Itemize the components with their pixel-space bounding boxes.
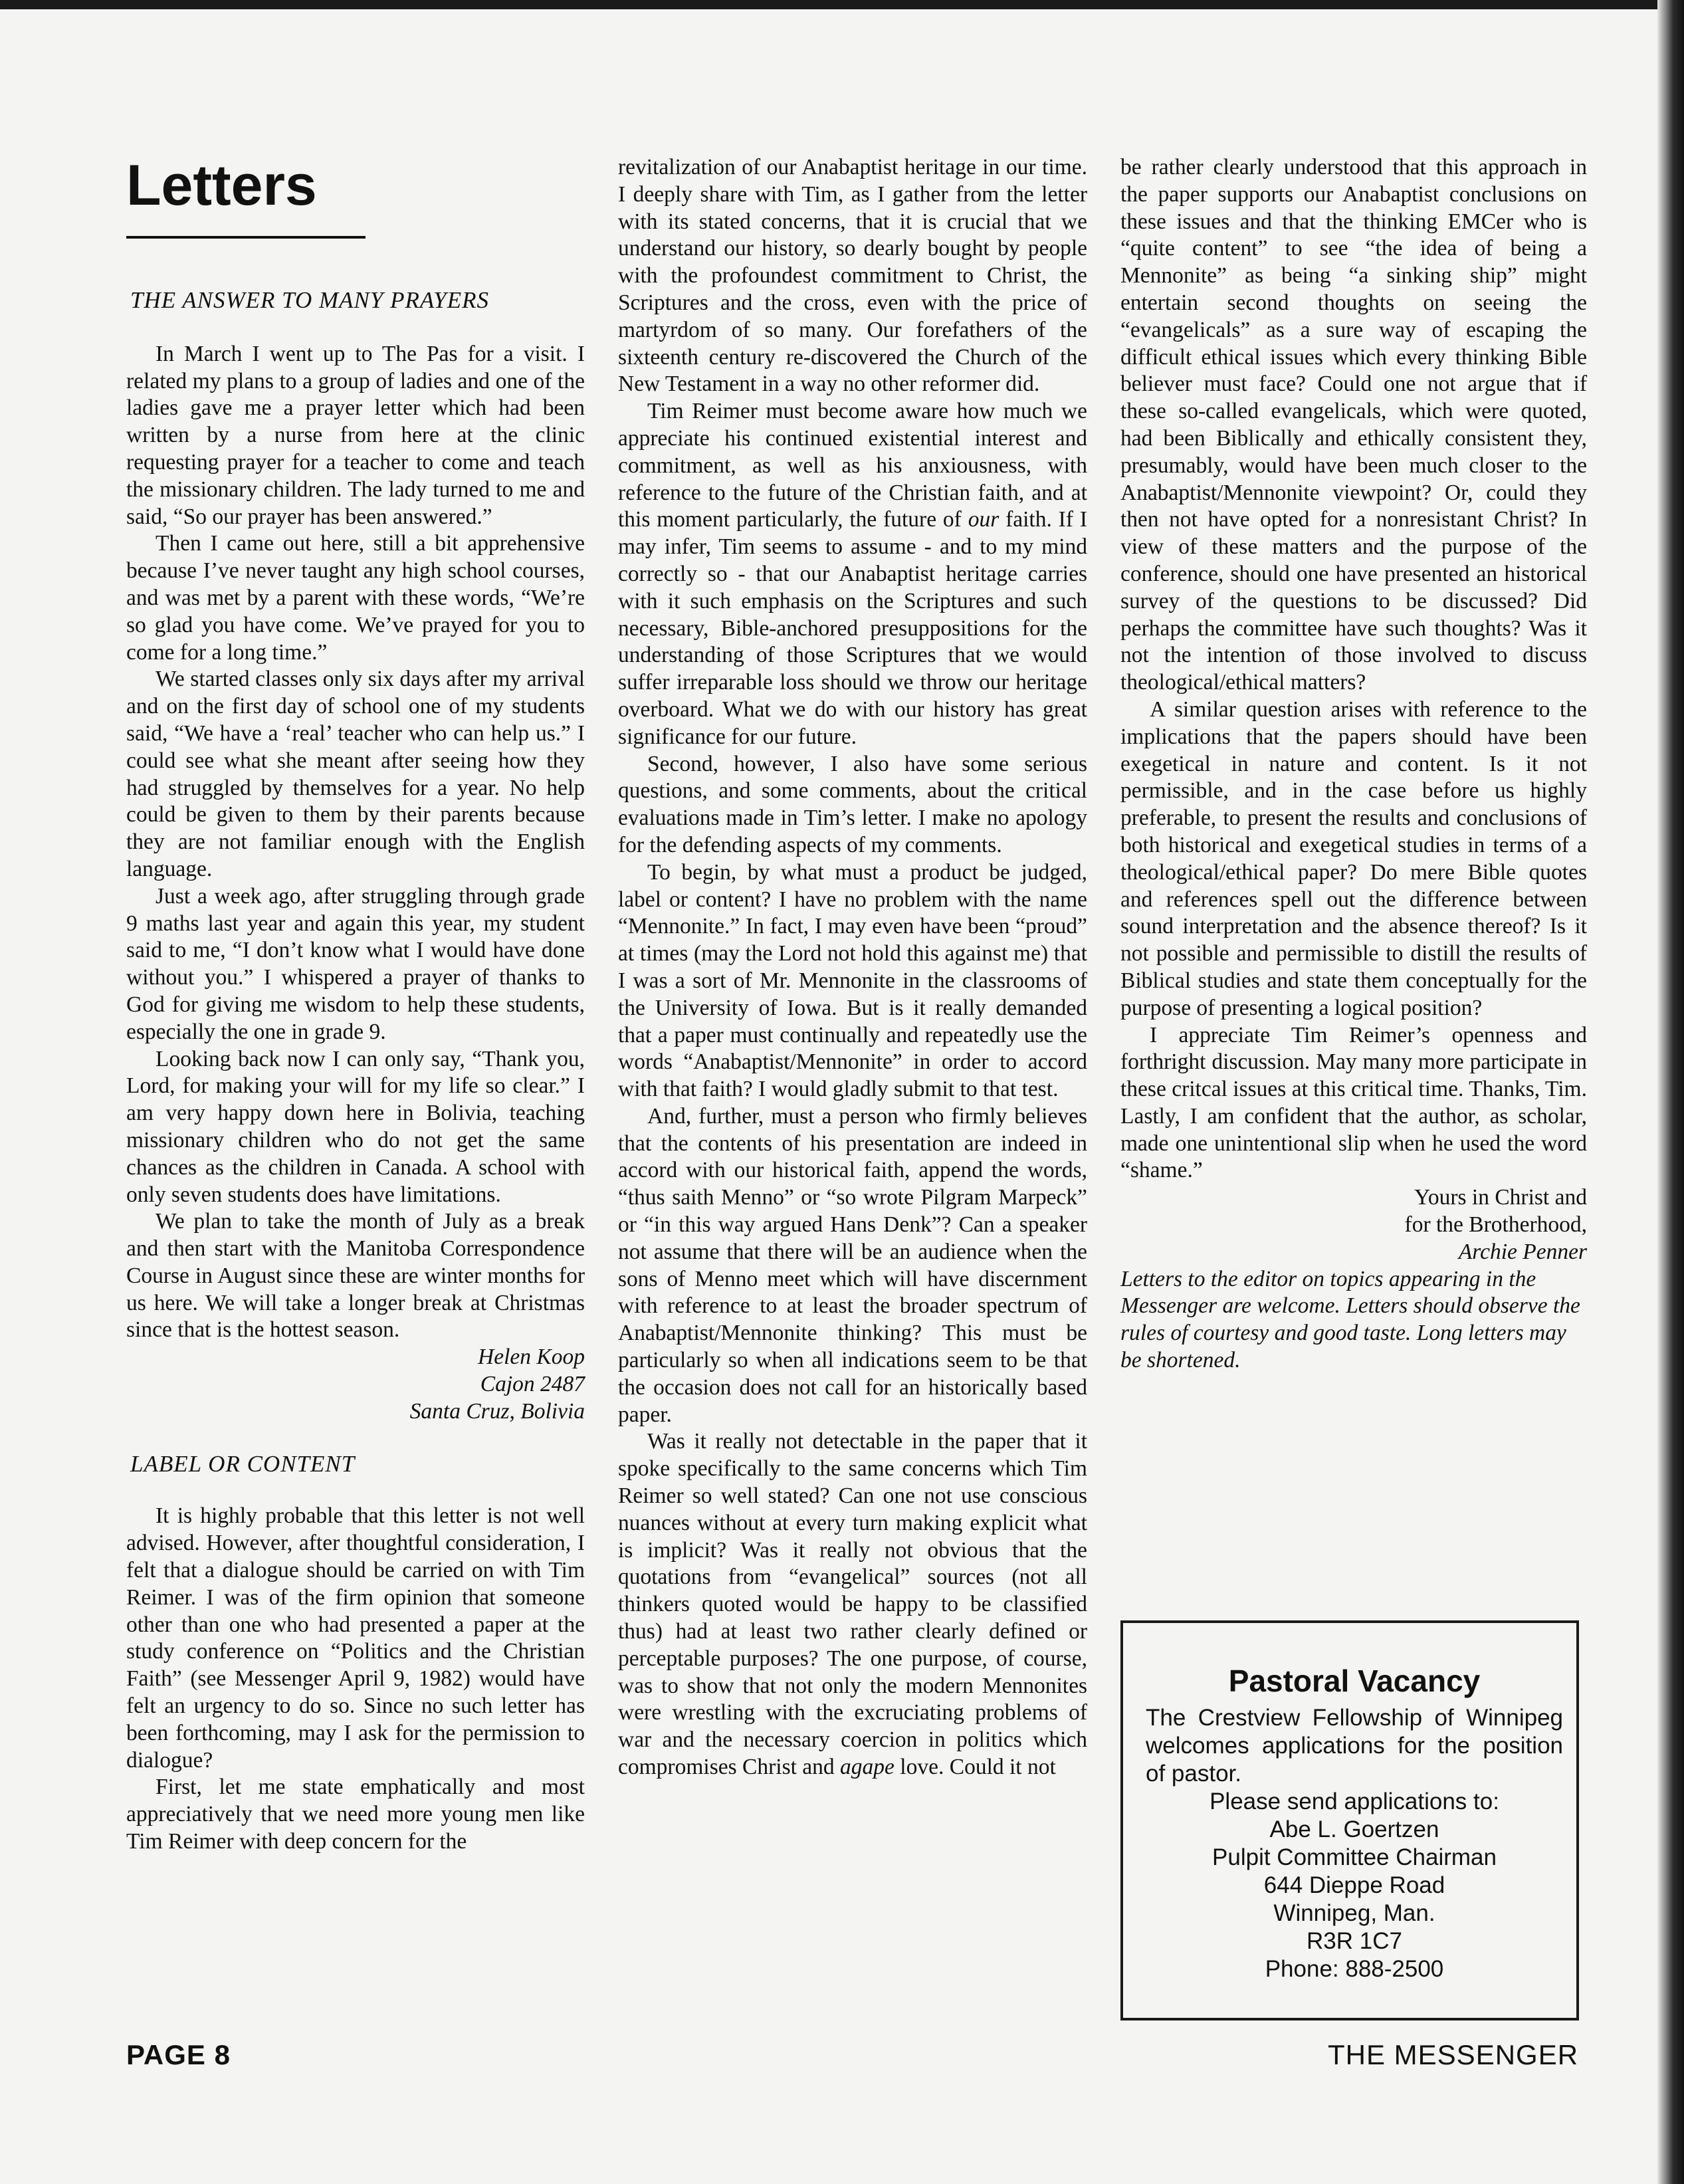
- letter1-paragraph: Then I came out here, still a bit apprehensive because I’ve never taught any high school courses, and was met by a parent with these words, “We’re so glad you have come. We’ve prayed for you to come for a long time.”: [126, 531, 585, 665]
- text-run: love. Could it not: [894, 1755, 1056, 1780]
- letter2-closing: Yours in Christ and: [1414, 1185, 1587, 1210]
- letter1-paragraph: We plan to take the month of July as a break and then start with the Manitoba Correspondence Course in August since these are winter months for us here. We will take a longer break at Christmas since that is the hottest season.: [126, 1209, 585, 1343]
- letter2-paragraph: I appreciate Tim Reimer’s openness and forthright discussion. May many more participate in these critcal issues at this critical time. Thanks, Tim. Lastly, I am confident that the author, as scholar, made one unintentional slip when he used the word “shame.”: [1120, 1022, 1587, 1183]
- letter2-paragraph: [618, 398, 1087, 750]
- letter1-paragraph: In March I went up to The Pas for a visit. I related my plans to a group of ladies and one of the ladies gave me a prayer letter which had been written by a nurse from here at the clinic requesting prayer for a teacher to come and teach the missionary children. The lady turned to me and said, “So our prayer has been answered.”: [126, 341, 585, 529]
- editor-note: Letters to the editor on topics appearing in the Messenger are welcome. Letters should observe the rules of courtesy and good taste. Long letters may be shortened.: [1120, 1266, 1580, 1373]
- column-3: [1120, 154, 1587, 1374]
- letter2-signature: Archie Penner: [1458, 1239, 1587, 1264]
- column-1: [126, 154, 585, 1856]
- letter2-paragraph: [618, 1428, 1087, 1781]
- letter1-signature-address: Cajon 2487: [480, 1372, 585, 1397]
- vacancy-contact-phone: Phone: 888-2500: [1265, 1956, 1444, 1982]
- letter2-paragraph: Second, however, I also have some serious questions, and some comments, about the critical evaluations made in Tim’s letter. I make no apology for the defending aspects of my comments.: [618, 751, 1087, 857]
- vacancy-contact-city: Winnipeg, Man.: [1273, 1900, 1435, 1926]
- letter2-heading: LABEL OR CONTENT: [130, 1450, 356, 1477]
- emphasis-text: agape: [840, 1755, 895, 1780]
- vacancy-body: The Crestview Fellowship of Winnipeg welcomes applications for the position of pastor.: [1146, 1705, 1563, 1787]
- vacancy-contact-role: Pulpit Committee Chairman: [1212, 1844, 1497, 1870]
- letter1-signature-city: Santa Cruz, Bolivia: [409, 1398, 585, 1424]
- vacancy-contact-street: 644 Dieppe Road: [1263, 1872, 1445, 1898]
- letter1-heading: THE ANSWER TO MANY PRAYERS: [130, 287, 490, 313]
- publication-name: THE MESSENGER: [1328, 2039, 1579, 2070]
- scan-border-right: [1657, 0, 1684, 2184]
- scan-border-top: [0, 0, 1684, 9]
- letter2-continuation: be rather clearly understood that this approach in the paper supports our Anabaptist conclusions on these issues and that the thinking EMCer who is “quite content” to see “the idea of being a Mennonite” as being “a sinking ship” might entertain second thoughts on seeing the “evangelicals” as a sure way of escaping the difficult ethical issues which every thinking Bible believer must face? Could one not argue that if these so-called evangelicals, which were quoted, had been Biblically and ethically consistent they, presumably, would have been much closer to the Anabaptist/Mennonite viewpoint? Or, could they then not have opted for a nonresistant Christ? In view of these matters and the purpose of the conference, should one have presented an historical survey of the questions to be discussed? Did perhaps the committee have such thoughts? Was it not the intention of those involved to discuss theological/ethical matters?: [1120, 155, 1587, 695]
- vacancy-title: Pastoral Vacancy: [1228, 1664, 1481, 1698]
- letter1-signature-name: Helen Koop: [478, 1345, 585, 1370]
- vacancy-apply: Please send applications to:: [1210, 1789, 1499, 1814]
- letter2-paragraph: It is highly probable that this letter is not well advised. However, after thoughtful consideration, I felt that a dialogue should be carried on with Tim Reimer. I was of the firm opinion that someone other than one who had presented a paper at the study conference on “Politics and the Christian Faith” (see Messenger April 9, 1982) would have felt an urgency to do so. Since no such letter has been forthcoming, may I ask for the permission to dialogue?: [126, 1503, 585, 1773]
- vacancy-contact-name: Abe L. Goertzen: [1269, 1816, 1439, 1842]
- vacancy-contact-postal: R3R 1C7: [1307, 1928, 1402, 1954]
- text-run: faith. If I may infer, Tim seems to assume - and to my mind correctly so - that our Anabaptist heritage carries with it such emphasis on the Scriptures and such necessary, Bible-anchored presuppositions for the understanding of those Scriptures that we would suffer irreparable loss should we throw our heritage overboard. What we do with our history has great significance for our future.: [618, 507, 1087, 749]
- text-run: Was it really not detectable in the paper that it spoke specifically to the same concerns which Tim Reimer so well stated? Can one not use conscious nuances without at every turn making explicit what is implicit? Was it really not obvious that the quotations from “evangelical” sources (not all thinkers quoted would be happy to be classified thus) had at least two rather clearly defined or perceptable purposes? The one purpose, of course, was to show that not only the modern Mennonites were wrestling with the excruciating problems of war and the necessary coercion in politics which compromises Christ and: [618, 1429, 1087, 1780]
- page-title: Letters: [126, 154, 317, 217]
- emphasis-text: our: [968, 507, 1000, 532]
- page-number: PAGE 8: [126, 2039, 231, 2070]
- letter2-closing: for the Brotherhood,: [1404, 1212, 1587, 1238]
- letter2-paragraph: First, let me state emphatically and most appreciatively that we need more young men like Tim Reimer with deep concern for the: [126, 1775, 585, 1854]
- letter2-paragraph: And, further, must a person who firmly believes that the contents of his presentation are indeed in accord with our historical faith, append the words, “thus saith Menno” or “so wrote Pilgram Marpeck” or “in this way argued Hans Denk”? Can a speaker not assume that there will be an audience when the sons of Menno meet which will have discernment with reference to at least the broader spectrum of Anabaptist/Mennonite thinking? This must be particularly so when all indications seem to be that the occasion does not call for an historically based paper.: [618, 1103, 1087, 1427]
- pastoral-vacancy-box: [1120, 1620, 1579, 2020]
- letter2-paragraph: A similar question arises with reference to the implications that the papers should have been exegetical in nature and content. Is it not permissible, and in the case before us highly preferable, to present the results and conclusions of both historical and exegetical studies in terms of a theological/ethical paper? Do mere Bible quotes and references spell out the difference between sound interpretation and the absence thereof? Is it not possible and permissible to distill the results of Biblical studies and state them conceptually for the purpose of presenting a logical position?: [1120, 697, 1587, 1020]
- letter1-paragraph: We started classes only six days after my arrival and on the first day of school one of my students said, “We have a ‘real’ teacher who can help us.” I could see what she meant after seeing how they had struggled by themselves for a year. No help could be given to them by their parents because they are not familiar enough with the English language.: [126, 667, 585, 881]
- letter2-paragraph: To begin, by what must a product be judged, label or content? I have no problem with the name “Mennonite.” In fact, I may even have been “proud” at times (may the Lord not hold this against me) that I was a sort of Mr. Mennonite in the classrooms of the University of Iowa. But is it really demanded that a paper must continually and repeatedly use the words “Anabaptist/Mennonite” in order to accord with that faith? I would gladly submit to that test.: [618, 859, 1087, 1102]
- letter2-continuation: revitalization of our Anabaptist heritage in our time. I deeply share with Tim, as I gather from the letter with its stated concerns, that it is crucial that we understand our history, so dearly bought by people with the profoundest commitment to Christ, the Scriptures and the cross, even with the price of martyrdom of so many. Our forefathers of the sixteenth century re-discovered the Church of the New Testament in a way no other reformer did.: [618, 155, 1087, 397]
- text-run: Tim Reimer must become aware how much we appreciate his continued existential interest and commitment, as well as his anxiousness, with reference to the future of the Christian faith, and at this moment particularly, the future of: [618, 399, 1087, 532]
- letter1-paragraph: Looking back now I can only say, “Thank you, Lord, for making your will for my life so clear.” I am very happy down here in Bolivia, teaching missionary children who do not get the same chances as the children in Canada. A school with only seven students does have limitations.: [126, 1046, 585, 1207]
- column-2: [618, 154, 1087, 1781]
- letter1-paragraph: Just a week ago, after struggling through grade 9 maths last year and again this year, my student said to me, “I don’t know what I would have done without you.” I whispered a prayer of thanks to God for giving me wisdom to help these students, especially the one in grade 9.: [126, 883, 585, 1044]
